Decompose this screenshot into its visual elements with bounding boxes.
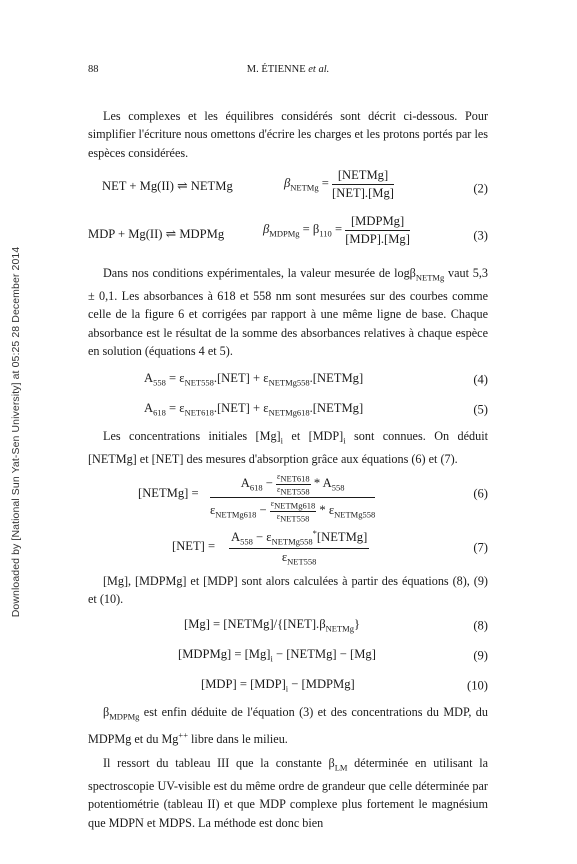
eq10-number: (10) xyxy=(467,678,488,693)
eq4-expression: $A_{558} = \varepsilon_{NET558}.[NET]$ + $\varepsilon_{NETMg558}.[NETMg]$ xyxy=(144,370,364,388)
eq3-reaction: MDP + Mg(II) ⇌ MDPMg xyxy=(88,227,225,242)
paragraph-beta-mdpmg: $\beta_{MDPMg}$ est enfin déduite de l'équation (3) et des concentrations du MDP, du MDPMg et du Mg++ libre dans le milieu. xyxy=(88,704,488,746)
eq7-lhs: [NET] = xyxy=(172,538,216,553)
eq2-equals: = xyxy=(321,176,329,191)
eq3-denominator: [MDP].[Mg] xyxy=(345,232,410,247)
eq3-number: (3) xyxy=(473,228,488,243)
eq5-expression: $A_{618} = \varepsilon_{NET618}.[NET]$ + $\varepsilon_{NETMg618}.[NETMg]$ xyxy=(144,400,364,418)
eq3-beta110-sub: 110 xyxy=(319,228,332,239)
eq3-equals: = xyxy=(334,222,343,237)
page-header xyxy=(88,64,488,80)
paragraph-intro: Les complexes et les équilibres considérés sont décrit ci-dessous. Pour simplifier l'écriture nous omettons d'écrire les charges et les protons portés par les espèces considérées. xyxy=(88,109,488,160)
eq2-denominator: [NET].[Mg] xyxy=(332,186,394,201)
eq9-expression: [MDPMg] = $[Mg]_i$ − [NETMg] − [Mg] xyxy=(178,646,376,664)
eq8-number: (8) xyxy=(473,618,488,633)
eq4-number: (4) xyxy=(473,372,488,387)
eq10-expression: $[MDP] = [MDP]_i$ − [MDPMg] xyxy=(201,676,355,694)
running-head-etal: et al. xyxy=(308,64,330,75)
equation-3 xyxy=(88,214,488,258)
paragraph-conclusion: Il ressort du tableau III que la constante $\beta_{LM}$ déterminée en utilisant la spectroscopie UV-visible est du même ordre de grandeur que celle déterminée par potentiométrie (tableau II) et que MDP complexe plus fortement le magnésium que MDPN et MDPS. La méthode est donc bien xyxy=(88,756,488,830)
page-number: 88 xyxy=(88,64,99,75)
eq3-beta-sub: MDPMg xyxy=(269,228,300,239)
equation-2 xyxy=(88,168,488,210)
equation-6 xyxy=(88,471,488,524)
eq2-numerator: [NETMg] xyxy=(332,168,394,185)
paragraph-initial-concentrations: Les concentrations initiales $[Mg]_i$ et $[MDP]_i$ sont connues. On déduit [NETMg] et [NET] des mesures d'absorption grâce aux équations (6) et (7). xyxy=(88,428,488,466)
paragraph-conditions: Dans nos conditions expérimentales, la valeur mesurée de logβ$_{NETMg}$ vaut 5,3 ± 0,1. Les absorbances à 618 et 558 nm sont mesurées sur des courbes comme celle de la figure 6 et corrigées par rapport à une même ligne de base. Chaque absorbance est le résultat de la somme des absorbances relatives à chaque espèce en solution (équations 4 et 5). xyxy=(88,266,488,359)
eq6-lhs: [NETMg] = xyxy=(138,485,199,500)
eq7-fraction: $A_{558}$ − $\varepsilon_{NETMg558}^*[NETMg]$ $\varepsilon_{NET558}$ xyxy=(231,527,368,567)
eq6-number: (6) xyxy=(473,486,488,501)
eq2-reaction: NET + Mg(II) ⇌ NETMg xyxy=(102,179,233,194)
equation-9 xyxy=(88,645,488,667)
eq3-fraction xyxy=(345,214,410,247)
eq3-beta110: = β xyxy=(302,222,320,237)
eq5-number: (5) xyxy=(473,402,488,417)
eq2-beta: β xyxy=(284,176,291,191)
page-content xyxy=(88,64,488,832)
eq2-fraction xyxy=(332,168,394,201)
download-watermark: Downloaded by [National Sun Yat-Sen University] at 05:25 28 December 2014 xyxy=(10,246,22,618)
equation-5 xyxy=(88,399,488,421)
eq3-expression xyxy=(263,214,410,247)
eq3-numerator: [MDPMg] xyxy=(345,214,410,231)
running-head xyxy=(88,64,488,75)
running-head-authors: M. ÉTIENNE xyxy=(246,64,306,75)
eq2-expression xyxy=(284,168,394,201)
equation-4 xyxy=(88,369,488,391)
eq8-expression: $[Mg] = [NETMg]/\{[NET].\beta_{NETMg}\}$ xyxy=(184,616,361,634)
eq6-fraction: $A_{618}$ − $\varepsilon_{NET618}$ $\varepsilon_{NET558}$ * $A_{558}$ $\varepsilon_{NETMg618}$ − $\varepsilon_{NETMg618}$ $\varepsilon_{NET558}$ * $\varepsilon_{NETMg558}$ xyxy=(210,471,376,524)
eq3-beta: β xyxy=(263,222,270,237)
equation-7 xyxy=(88,528,488,568)
paragraph-calculations: [Mg], [MDPMg] et [MDP] sont alors calculées à partir des équations (8), (9) et (10). xyxy=(88,573,488,607)
eq7-number: (7) xyxy=(473,540,488,555)
eq9-number: (9) xyxy=(473,648,488,663)
eq2-number: (2) xyxy=(473,181,488,196)
equation-8 xyxy=(88,615,488,637)
eq2-beta-sub: NETMg xyxy=(290,182,319,193)
equation-10 xyxy=(88,675,488,697)
